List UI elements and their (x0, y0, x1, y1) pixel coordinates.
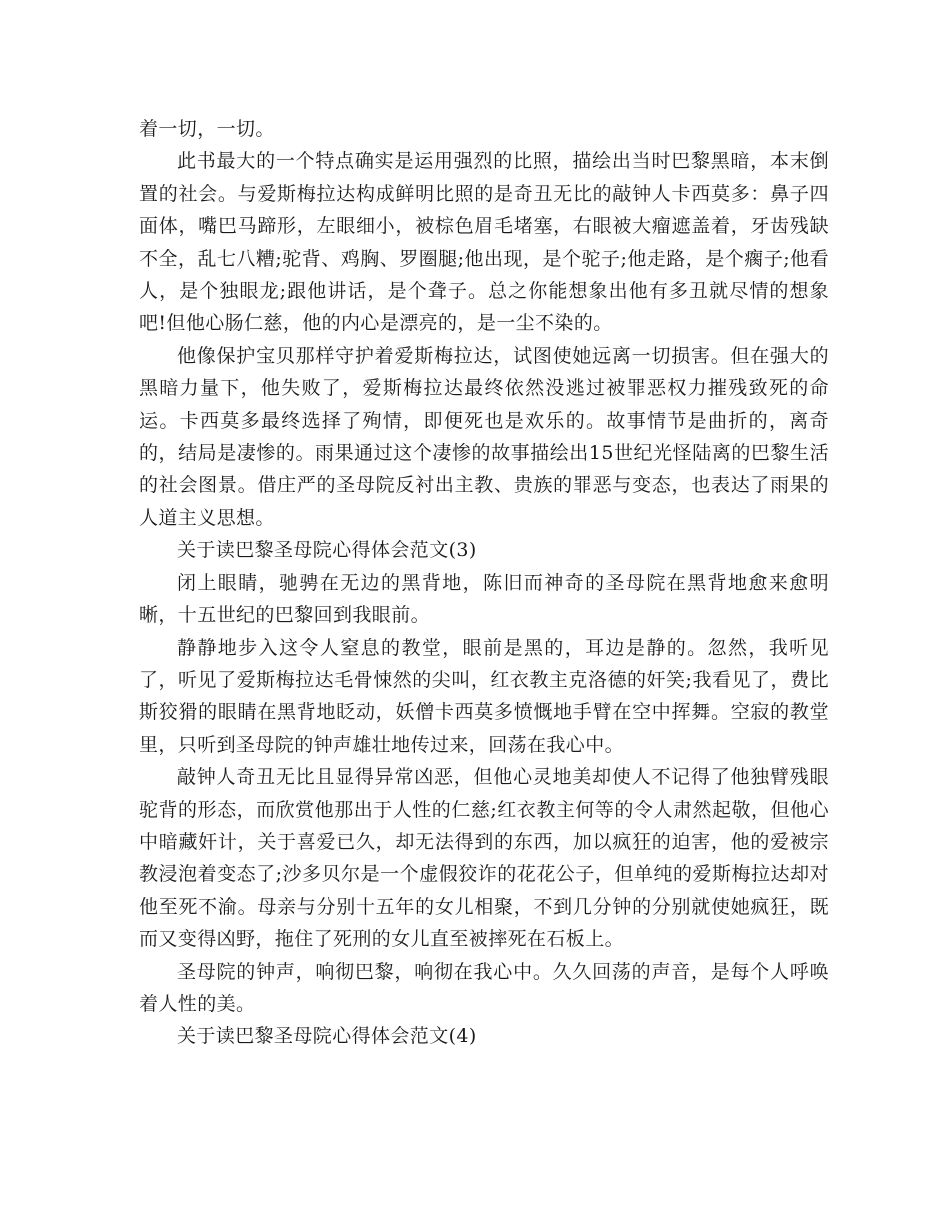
document-body (139, 113, 829, 1053)
section-heading-3: 关于读巴黎圣母院心得体会范文(3) (177, 539, 477, 562)
paragraph-church: 静静地步入这令人窒息的教堂，眼前是黑的，耳边是静的。忽然，我听见了，听见了爱斯梅拉达毛骨悚然的尖叫，红衣教主克洛德的奸笑;我看见了，费比斯狡猾的眼睛在黑背地眨动，妖僧卡西莫多愤慨地手臂在空中挥舞。空寂的教堂里，只听到圣母院的钟声雄壮地传过来，回荡在我心中。 (139, 636, 829, 756)
section-heading-4: 关于读巴黎圣母院心得体会范文(4) (177, 1025, 477, 1048)
paragraph-eyes-closed: 闭上眼睛，驰骋在无边的黑背地，陈旧而神奇的圣母院在黑背地愈来愈明晰，十五世纪的巴黎回到我眼前。 (139, 571, 829, 627)
paragraph-contrast: 此书最大的一个特点确实是运用强烈的比照，描绘出当时巴黎黑暗，本末倒置的社会。与爱斯梅拉达构成鲜明比照的是奇丑无比的敲钟人卡西莫多：鼻子四面体，嘴巴马蹄形，左眼细小，被棕色眉毛堵塞，右眼被大瘤遮盖着，牙齿残缺不全，乱七八糟;驼背、鸡胸、罗圈腿;他出现，是个驼子;他走路，是个瘸子;他看人，是个独眼龙;跟他讲话，是个聋子。总之你能想象出他有多丑就尽情的想象吧!但他心肠仁慈，他的内心是漂亮的，是一尘不染的。 (139, 150, 829, 335)
paragraph-guardian: 他像保护宝贝那样守护着爱斯梅拉达，试图使她远离一切损害。但在强大的黑暗力量下，他失败了，爱斯梅拉达最终依然没逃过被罪恶权力摧残致死的命运。卡西莫多最终选择了殉情，即便死也是欢乐的。故事情节是曲折的，离奇的，结局是凄惨的。雨果通过这个凄惨的故事描绘出15世纪光怪陆离的巴黎生活的社会图景。借庄严的圣母院反衬出主教、贵族的罪恶与变态，也表达了雨果的人道主义思想。 (139, 344, 829, 529)
paragraph-bells: 圣母院的钟声，响彻巴黎，响彻在我心中。久久回荡的声音，是每个人呼唤着人性的美。 (139, 960, 829, 1015)
paragraph-bell-ringer: 敲钟人奇丑无比且显得异常凶恶，但他心灵地美却使人不记得了他独臂残眼驼背的形态，而欣赏他那出于人性的仁慈;红衣教主何等的令人肃然起敬，但他心中暗藏奸计，关于喜爱已久，却无法得到的东西，加以疯狂的迫害，他的爱被宗教浸泡着变态了;沙多贝尔是一个虚假狡诈的花花公子，但单纯的爱斯梅拉达却对他至死不渝。母亲与分别十五年的女儿相聚，不到几分钟的分别就使她疯狂，既而又变得凶野，拖住了死刑的女儿直至被摔死在石板上。 (139, 766, 829, 951)
paragraph-continuation: 着一切，一切。 (139, 118, 275, 140)
